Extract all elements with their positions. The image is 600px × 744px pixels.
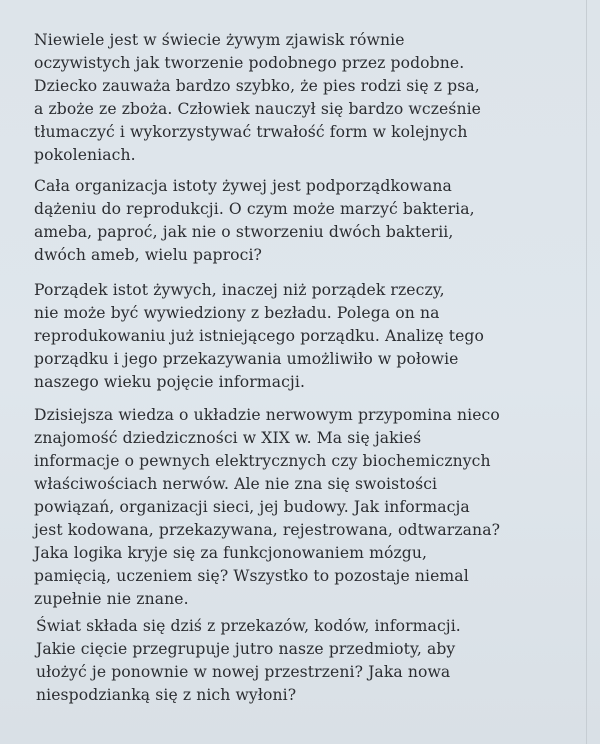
text-line: jest kodowana, przekazywana, rejestrowana, odtwarzana? <box>34 521 501 539</box>
text-line: znajomość dziedziczności w XIX w. Ma się jakieś <box>34 429 422 447</box>
paragraph-3 <box>34 279 484 394</box>
paragraph-4 <box>34 404 500 611</box>
text-line: Jaka logika kryje się za funkcjonowaniem mózgu, <box>34 544 428 562</box>
text-line: a zboże ze zboża. Człowiek nauczył się bardzo wcześnie <box>34 100 482 118</box>
text-line: pokoleniach. <box>34 146 136 164</box>
text-line: właściwościach nerwów. Ale nie zna się swoistości <box>34 475 438 493</box>
text-line: ułożyć je ponownie w nowej przestrzeni? Jaka nowa <box>36 663 451 681</box>
paragraph-1 <box>34 29 481 167</box>
text-line: dwóch ameb, wielu paproci? <box>34 246 262 264</box>
text-line: Porządek istot żywych, inaczej niż porządek rzeczy, <box>34 281 445 299</box>
text-line: oczywistych jak tworzenie podobnego przez podobne. <box>34 54 465 72</box>
text-line: niespodzianką się z nich wyłoni? <box>36 686 297 704</box>
text-line: porządku i jego przekazywania umożliwiło w połowie <box>34 350 459 368</box>
text-line: Dzisiejsza wiedza o układzie nerwowym przypomina nieco <box>34 406 500 424</box>
page-edge <box>586 0 587 744</box>
text-line: pamięcią, uczeniem się? Wszystko to pozostaje niemal <box>34 567 469 585</box>
paragraph-2 <box>34 175 475 267</box>
text-line: Niewiele jest w świecie żywym zjawisk równie <box>34 31 405 49</box>
text-line: informacje o pewnych elektrycznych czy biochemicznych <box>34 452 491 470</box>
text-line: powiązań, organizacji sieci, jej budowy. Jak informacja <box>34 498 470 516</box>
text-line: Świat składa się dziś z przekazów, kodów, informacji. <box>36 617 461 635</box>
text-line: naszego wieku pojęcie informacji. <box>34 373 306 391</box>
text-line: ameba, paproć, jak nie o stworzeniu dwóch bakterii, <box>34 223 454 241</box>
text-line: zupełnie nie znane. <box>34 590 189 608</box>
text-line: nie może być wywiedziony z bezładu. Polega on na <box>34 304 440 322</box>
paragraph-5 <box>36 615 461 707</box>
text-line: Dziecko zauważa bardzo szybko, że pies rodzi się z psa, <box>34 77 480 95</box>
text-line: reprodukowaniu już istniejącego porządku. Analizę tego <box>34 327 484 345</box>
text-line: Jakie cięcie przegrupuje jutro nasze przedmioty, aby <box>36 640 456 658</box>
text-line: dążeniu do reprodukcji. O czym może marzyć bakteria, <box>34 200 475 218</box>
text-line: Cała organizacja istoty żywej jest podporządkowana <box>34 177 452 195</box>
text-line: tłumaczyć i wykorzystywać trwałość form w kolejnych <box>34 123 468 141</box>
